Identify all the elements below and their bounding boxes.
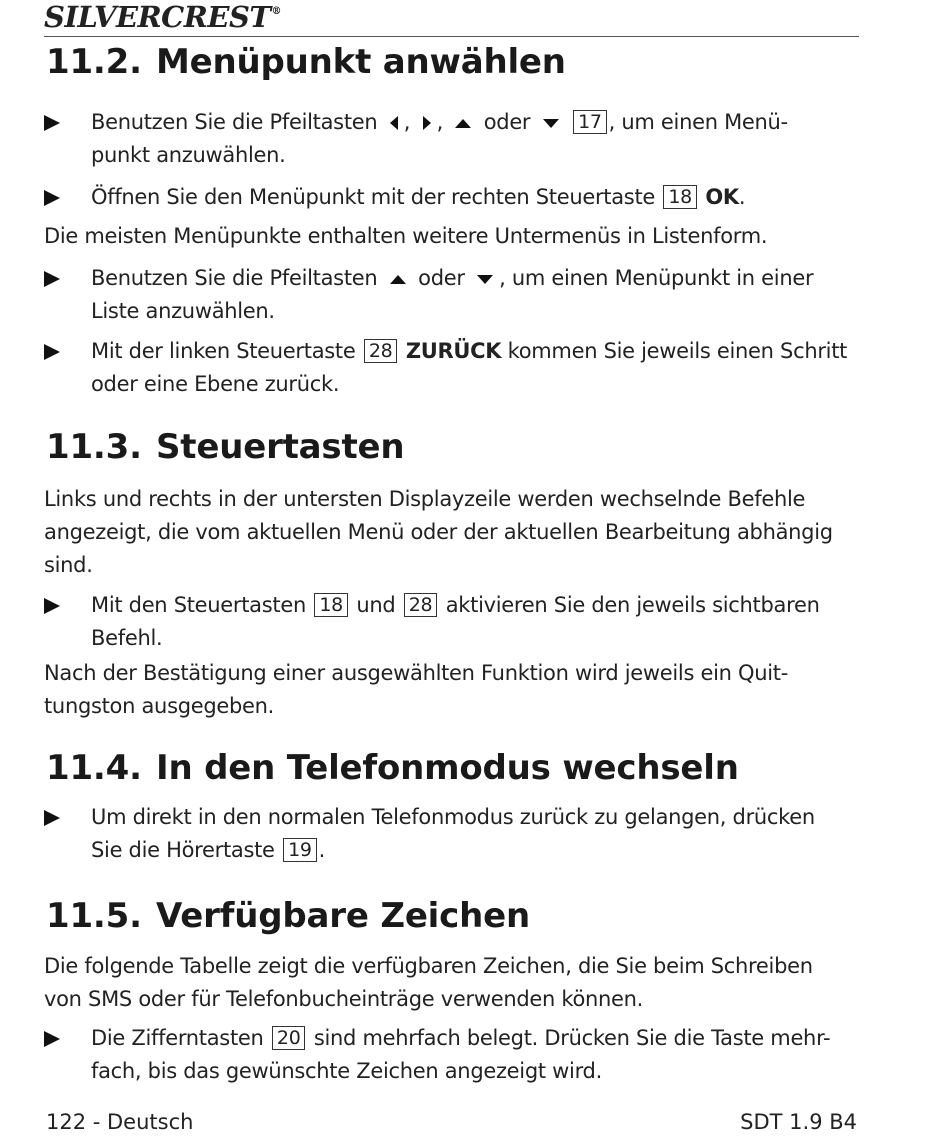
bullet-triangle-icon — [44, 190, 60, 206]
bullet-text — [91, 106, 871, 172]
paragraph — [44, 483, 864, 582]
key-reference: 17 — [573, 110, 607, 134]
section-heading-11-4 — [46, 748, 739, 788]
bullet-triangle-icon — [44, 1031, 60, 1047]
arrow-up-icon — [390, 275, 406, 284]
bullet-text — [91, 335, 871, 401]
section-title: Verfügbare Zeichen — [156, 896, 530, 936]
text-span: tungston ausgegeben. — [44, 694, 275, 718]
key-reference: 28 — [404, 593, 438, 617]
paragraph — [44, 950, 864, 1016]
section-title: Steuertasten — [156, 427, 405, 467]
section-title: In den Telefonmodus wechseln — [156, 748, 739, 788]
text-span: , — [436, 110, 443, 134]
text-span: Die folgende Tabelle zeigt die verfügbaren Zeichen, die Sie beim Schreiben — [44, 954, 813, 978]
text-span: Mit der linken Steuertaste — [91, 339, 356, 363]
text-span: Nach der Bestätigung einer ausgewählten Funktion wird jeweils ein Quit- — [44, 661, 789, 685]
bullet-text — [91, 1022, 871, 1088]
text-span: punkt anzuwählen. — [91, 143, 286, 167]
arrow-right-icon — [423, 116, 431, 130]
section-heading-11-5 — [46, 896, 530, 936]
bullet-text — [91, 801, 871, 867]
text-span: sind. — [44, 553, 93, 577]
bullet-text — [91, 589, 871, 655]
section-heading-11-3 — [46, 427, 404, 467]
section-number: 11.3. — [46, 427, 142, 467]
bullet-text — [91, 262, 871, 328]
registered-mark: ® — [271, 6, 281, 17]
text-span: Um direkt in den normalen Telefonmodus zurück zu gelangen, drücken — [91, 805, 815, 829]
text-span: kommen Sie jeweils einen Schritt — [507, 339, 848, 363]
page-number: 122 - Deutsch — [46, 1110, 194, 1134]
bullet-triangle-icon — [44, 271, 60, 287]
arrow-left-icon — [390, 116, 398, 130]
key-reference: 18 — [663, 185, 697, 209]
bullet-triangle-icon — [44, 810, 60, 826]
text-span: , — [403, 110, 411, 134]
text-span: Benutzen Sie die Pfeiltasten — [91, 110, 378, 134]
arrow-down-icon — [477, 275, 493, 284]
text-span: Mit den Steuertasten — [91, 593, 306, 617]
text-span: Öffnen Sie den Menüpunkt mit der rechten Steuertaste — [91, 185, 655, 209]
brand-logo: SILVERCREST® — [44, 0, 281, 34]
text-span: Sie die Hörertaste — [91, 838, 275, 862]
bullet-text — [91, 181, 871, 214]
text-span: angezeigt, die vom aktuellen Menü oder der aktuellen Bearbeitung abhängig — [44, 520, 833, 544]
text-span: und — [356, 593, 396, 617]
header-rule — [44, 36, 859, 37]
text-span: oder — [483, 110, 531, 134]
section-number: 11.2. — [46, 42, 142, 82]
section-number: 11.5. — [46, 896, 142, 936]
paragraph — [44, 657, 864, 723]
paragraph: Die meisten Menüpunkte enthalten weitere Untermenüs in Listenform. — [44, 224, 768, 248]
key-reference: 19 — [283, 838, 317, 862]
section-number: 11.4. — [46, 748, 142, 788]
bullet-triangle-icon — [44, 115, 60, 131]
text-span: aktivieren Sie den jeweils sichtbaren — [445, 593, 820, 617]
model-number: SDT 1.9 B4 — [740, 1110, 857, 1134]
section-heading-11-2 — [46, 42, 566, 82]
bullet-triangle-icon — [44, 344, 60, 360]
text-span: oder eine Ebene zurück. — [91, 372, 340, 396]
text-span: fach, bis das gewünschte Zeichen angezeigt wird. — [91, 1059, 602, 1083]
arrow-down-icon — [543, 119, 559, 128]
key-reference: 20 — [272, 1026, 306, 1050]
text-span: Benutzen Sie die Pfeiltasten — [91, 266, 378, 290]
bold-term: OK — [705, 185, 739, 209]
text-span: von SMS oder für Telefonbucheinträge verwenden können. — [44, 987, 644, 1011]
text-span: oder — [418, 266, 465, 290]
key-reference: 18 — [314, 593, 348, 617]
text-span: Die Zifferntasten — [91, 1026, 264, 1050]
text-span: Links und rechts in der untersten Displayzeile werden wechselnde Befehle — [44, 487, 806, 511]
bullet-triangle-icon — [44, 598, 60, 614]
text-span: , um einen Menüpunkt in einer — [499, 266, 814, 290]
text-span: Liste anzuwählen. — [91, 299, 275, 323]
section-title: Menüpunkt anwählen — [156, 42, 566, 82]
key-reference: 28 — [364, 339, 398, 363]
text-span: . — [738, 185, 746, 209]
bold-term: ZURÜCK — [405, 339, 502, 363]
arrow-up-icon — [455, 119, 471, 128]
text-span: . — [318, 838, 326, 862]
text-span: sind mehrfach belegt. Drücken Sie die Taste mehr- — [313, 1026, 831, 1050]
text-span: Befehl. — [91, 626, 163, 650]
text-span: , um einen Menü- — [608, 110, 788, 134]
